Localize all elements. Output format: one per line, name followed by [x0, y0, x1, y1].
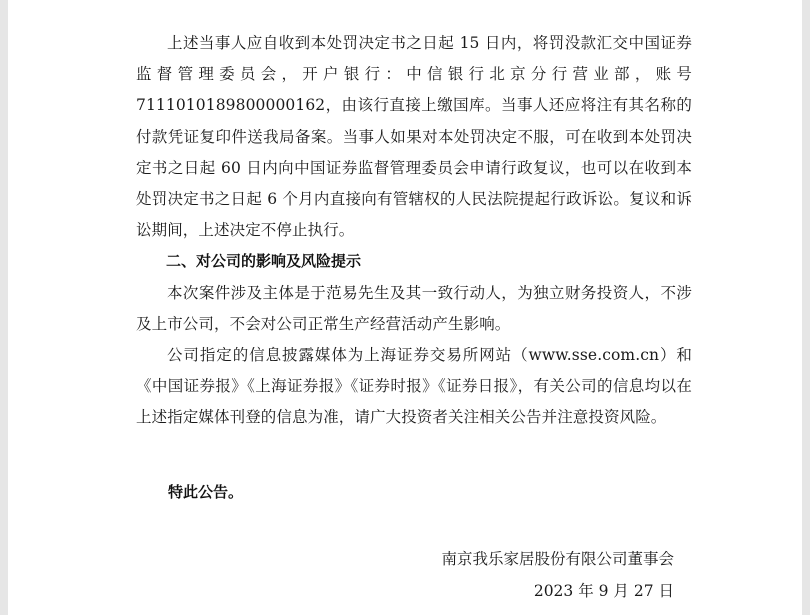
closing-statement: 特此公告。 [168, 483, 244, 501]
signature-date: 2023 年 9 月 27 日 [533, 581, 674, 600]
signature-block [441, 544, 674, 607]
document-page [8, 0, 802, 615]
paragraph-impact: 本次案件涉及主体是于范易先生及其一致行动人，为独立财务投资人，不涉及上市公司，不会对公司正常生产经营活动产生影响。 [136, 283, 692, 333]
signature-company: 南京我乐家居股份有限公司董事会 [441, 550, 674, 568]
paragraph-penalty-payment: 上述当事人应自收到本处罚决定书之日起 15 日内，将罚没款汇交中国证券监督管理委员会，开户银行：中信银行北京分行营业部，账号7111010189800000162，由该行直接上缴国库。当事人还应将注有其名称的付款凭证复印件送我局备案。当事人如果对本处罚决定不服，可在收到本处罚决定书之日起 60 日内向中国证券监督管理委员会申请行政复议，也可以在收到本处罚决定书之日起 6 个月内直接向有管辖权的人民法院提起行政诉讼。复议和诉讼期间，上述决定不停止执行。 [136, 34, 692, 240]
document-body [136, 28, 692, 434]
paragraph-disclosure-media: 公司指定的信息披露媒体为上海证券交易所网站（www.sse.com.cn）和《中国证券报》《上海证券报》《证券时报》《证券日报》，有关公司的信息均以在上述指定媒体刊登的信息为准，请广大投资者关注相关公告并注意投资风险。 [136, 346, 692, 427]
section-heading-impact: 二、对公司的影响及风险提示 [166, 252, 362, 271]
